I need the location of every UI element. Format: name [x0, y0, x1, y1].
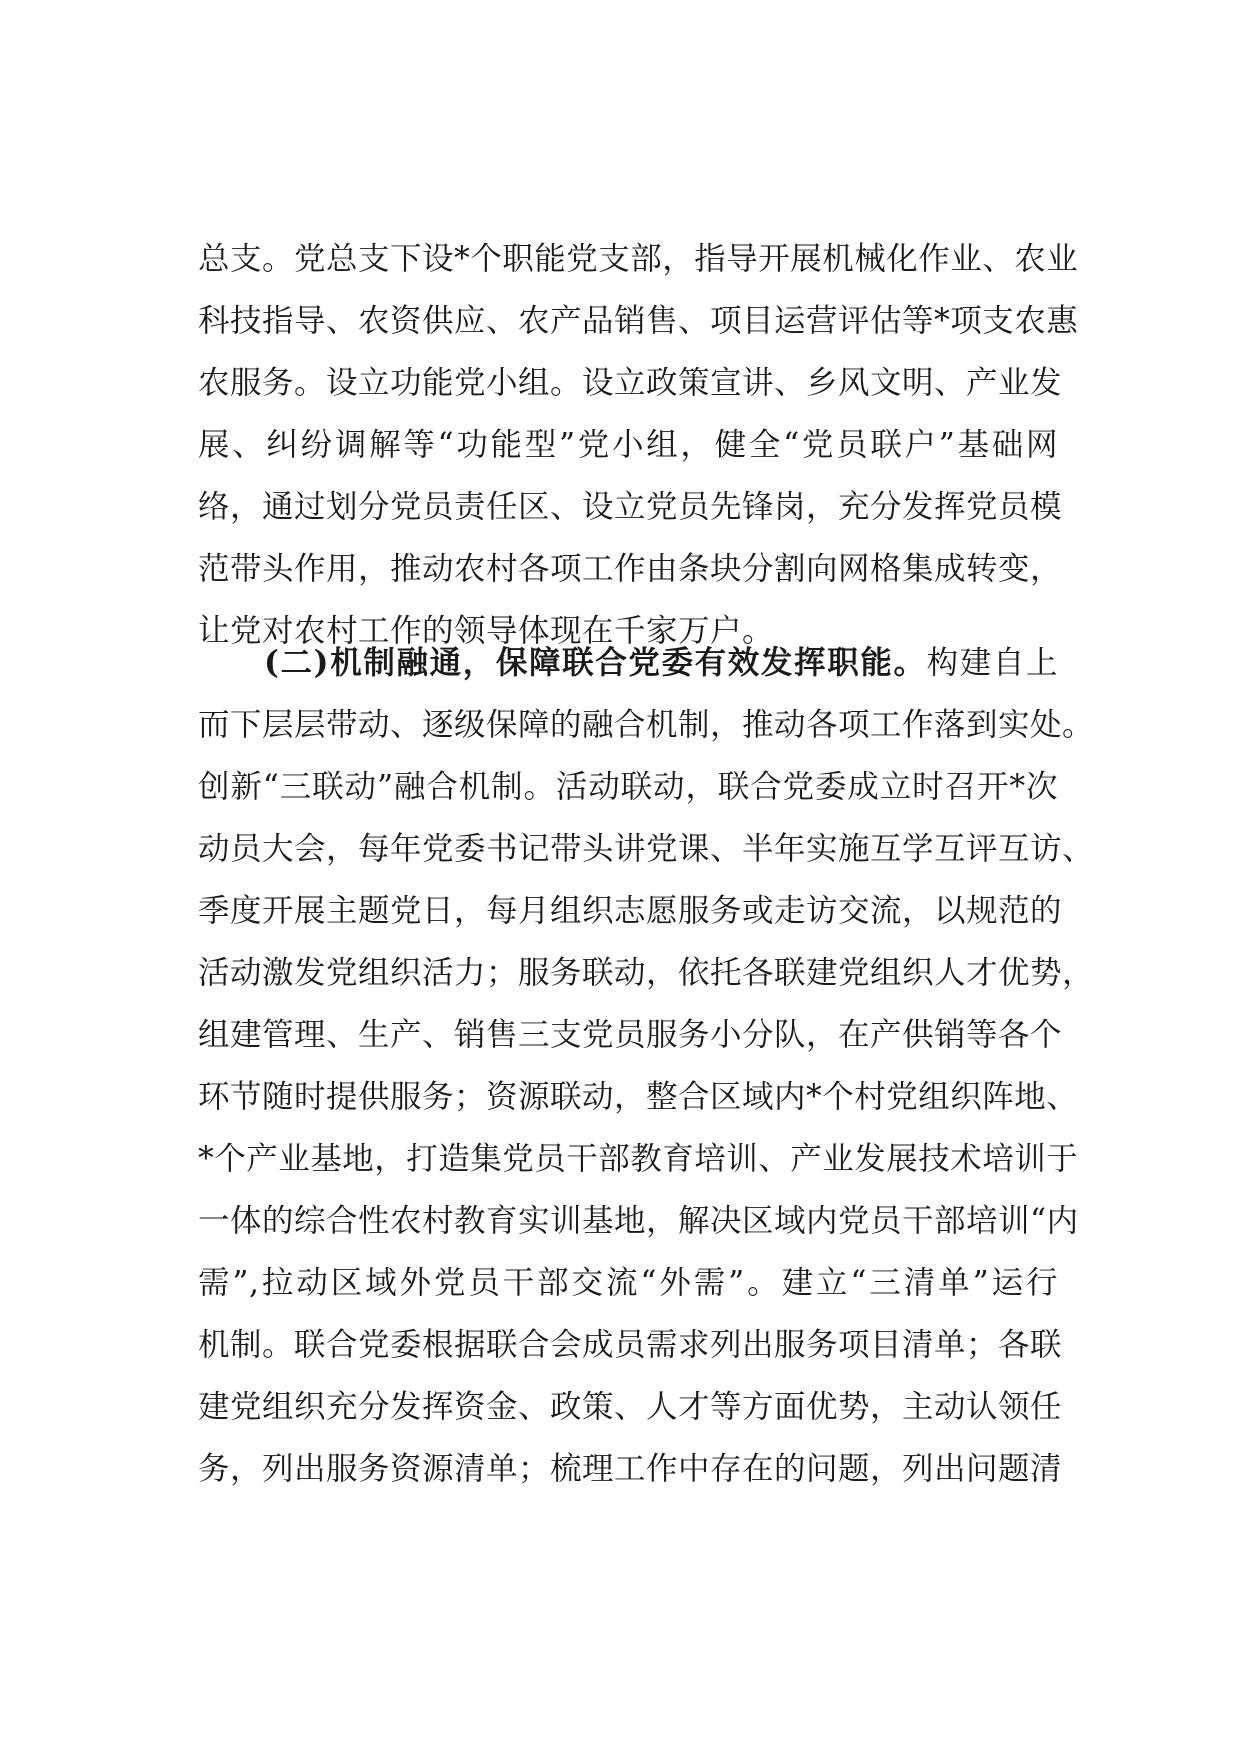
paragraph-line: 务，列出服务资源清单；梳理工作中存在的问题，列出问题清 [198, 1451, 1063, 1487]
paragraph-line: 而下层层带动、逐级保障的融合机制，推动各项工作落到实处。 [198, 707, 1095, 743]
paragraph-line: 组建管理、生产、销售三支党员服务小分队，在产供销等各个 [198, 1017, 1063, 1053]
paragraph-line: 科技指导、农资供应、农产品销售、项目运营评估等*项支农惠 [198, 303, 1079, 339]
paragraph-2 [198, 632, 1095, 1500]
paragraph-line: 让党对农村工作的领导体现在千家万户。 [198, 613, 775, 649]
section-heading: (二)机制融通，保障联合党委有效发挥职能。 [264, 644, 927, 681]
paragraph-line: *个产业基地，打造集党员干部教育培训、产业发展技术培训于 [198, 1141, 1079, 1177]
paragraph-line: 季度开展主题党日，每月组织志愿服务或走访交流，以规范的 [198, 893, 1063, 929]
paragraph-line: 络，通过划分党员责任区、设立党员先锋岗，充分发挥党员模 [198, 489, 1063, 525]
paragraph-1 [198, 228, 1079, 662]
paragraph-line: 动员大会，每年党委书记带头讲党课、半年实施互学互评互访、 [198, 831, 1095, 867]
paragraph-line: 需”,拉动区域外党员干部交流“外需”。建立“三清单”运行 [198, 1265, 1058, 1301]
paragraph-line: 环节随时提供服务；资源联动，整合区域内*个村党组织阵地、 [198, 1079, 1079, 1115]
paragraph-line: 农服务。设立功能党小组。设立政策宣讲、乡风文明、产业发 [198, 365, 1063, 401]
paragraph-line: 一体的综合性农村教育实训基地，解决区域内党员干部培训“内 [198, 1203, 1079, 1239]
section-heading-line [198, 632, 1058, 694]
paragraph-line: 总支。党总支下设*个职能党支部，指导开展机械化作业、农业 [198, 241, 1079, 277]
paragraph-line: 范带头作用，推动农村各项工作由条块分割向网格集成转变， [198, 551, 1063, 587]
paragraph-text: 构建自上 [926, 645, 1058, 681]
paragraph-line: 创新“三联动”融合机制。活动联动，联合党委成立时召开*次 [198, 769, 1058, 805]
paragraph-line: 建党组织充分发挥资金、政策、人才等方面优势，主动认领任 [198, 1389, 1063, 1425]
paragraph-line: 活动激发党组织活力；服务联动，依托各联建党组织人才优势， [198, 955, 1095, 991]
paragraph-line: 机制。联合党委根据联合会成员需求列出服务项目清单；各联 [198, 1327, 1063, 1363]
paragraph-line: 展、纠纷调解等“功能型”党小组，健全“党员联户”基础网 [198, 427, 1058, 463]
